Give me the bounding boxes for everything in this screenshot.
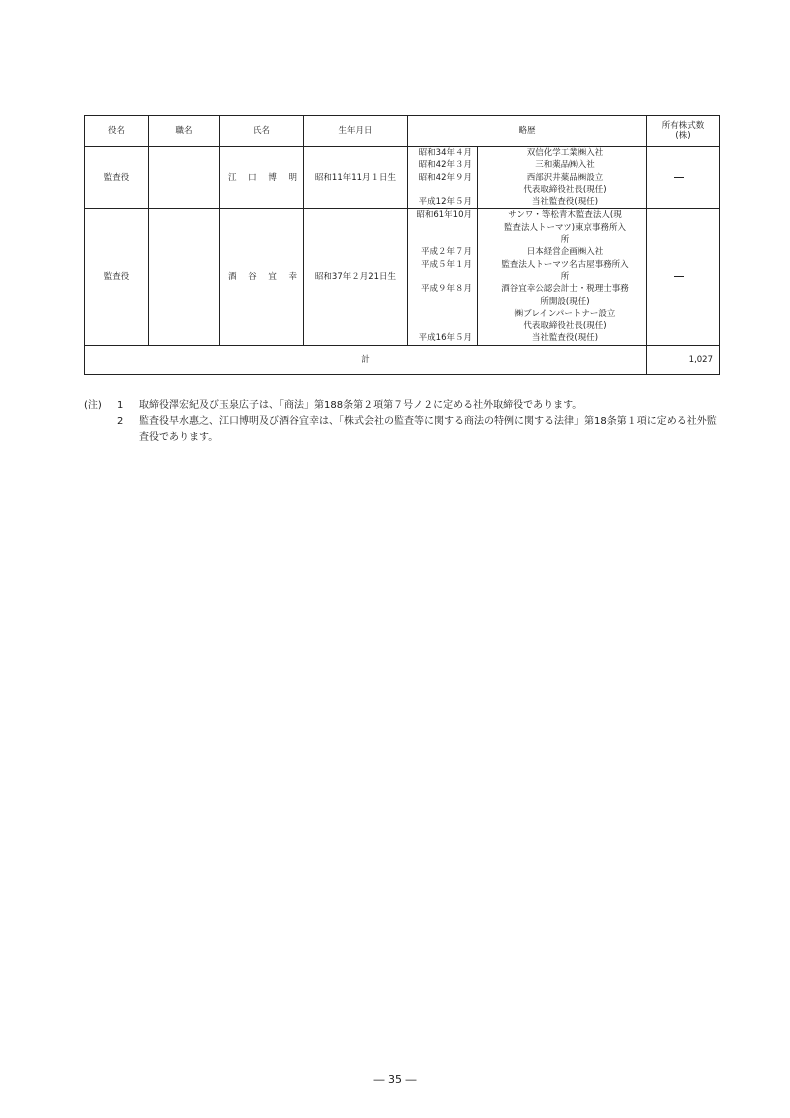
total-label: 計 — [85, 345, 647, 374]
officer-position — [149, 209, 220, 345]
career-entry — [408, 283, 646, 332]
career-date: 平成16年５月 — [408, 332, 478, 344]
total-row — [85, 345, 720, 374]
note-label: (注) — [84, 400, 102, 411]
career-date: 昭和42年９月 — [408, 172, 478, 197]
header-shares: 所有株式数 (株) — [647, 116, 720, 147]
name-char: 博 — [268, 172, 277, 183]
career-text: 三和薬品㈱入社 — [535, 160, 595, 171]
career-date: 平成12年５月 — [408, 196, 478, 208]
career-entry — [408, 172, 646, 197]
note-2 — [84, 414, 724, 446]
career-text: 監査法人トーマツ名古屋事務所入 所 — [501, 259, 629, 282]
career-entry — [408, 332, 646, 344]
officer-position — [149, 147, 220, 209]
career-date: 昭和42年３月 — [408, 159, 478, 171]
header-title: 役名 — [85, 116, 149, 147]
career-date: 平成９年８月 — [408, 283, 478, 332]
career-text: 双信化学工業㈱入社 — [526, 148, 604, 158]
page-number: ― 35 ― — [373, 1073, 417, 1086]
total-value: 1,027 — [647, 345, 720, 374]
header-birth: 生年月日 — [304, 116, 408, 147]
note-number: 2 — [117, 416, 124, 427]
notes — [84, 398, 724, 446]
header-name: 氏名 — [220, 116, 304, 147]
officer-name — [220, 147, 304, 209]
career-entry — [408, 159, 646, 171]
table-row — [85, 147, 720, 209]
officer-career — [408, 209, 647, 345]
shares-dash — [674, 177, 684, 178]
note-label — [84, 414, 117, 446]
career-date: 昭和61年10月 — [408, 209, 478, 246]
note-1 — [84, 398, 724, 414]
header-position: 職名 — [149, 116, 220, 147]
officer-title: 監査役 — [85, 209, 149, 345]
officer-shares — [647, 147, 720, 209]
career-entry — [408, 196, 646, 208]
officers-table — [84, 115, 720, 375]
career-date: 平成５年１月 — [408, 259, 478, 284]
career-text: 当社監査役(現任) — [531, 333, 599, 344]
note-text: 取締役澤宏紀及び玉泉広子は、「商法」第188条第２項第７号ノ２に定める社外取締役であります。 — [139, 400, 583, 411]
officer-birthdate: 昭和11年11月１日生 — [304, 147, 408, 209]
career-text: 日本経営企画㈱入社 — [526, 247, 604, 258]
officer-name — [220, 209, 304, 345]
career-entry — [408, 246, 646, 258]
name-char: 谷 — [248, 271, 257, 282]
career-text: 当社監査役(現任) — [531, 197, 599, 208]
name-char: 口 — [248, 172, 257, 183]
table-row — [85, 209, 720, 345]
shares-dash — [674, 276, 684, 277]
name-char: 江 — [228, 172, 237, 183]
table-header-row — [85, 116, 720, 147]
officer-birthdate: 昭和37年２月21日生 — [304, 209, 408, 345]
name-char: 酒 — [228, 271, 237, 282]
name-char: 幸 — [288, 271, 297, 282]
career-text: 西部沢井薬品㈱設立 代表取締役社長(現任) — [523, 172, 607, 195]
career-date: 昭和34年４月 — [408, 147, 478, 159]
note-text: 監査役早水惠之、江口博明及び酒谷宜幸は、「株式会社の監査等に関する商法の特例に関する法律」第18条第１項に定める社外監査役であります。 — [139, 416, 717, 443]
career-text: 酒谷宜幸公認会計士・税理士事務 所開設(現任) ㈱ブレインパートナー設立 代表取締役社長(現任) — [501, 284, 629, 332]
career-entry — [408, 147, 646, 159]
career-entry — [408, 209, 646, 246]
officer-career — [408, 147, 647, 209]
career-date: 平成２年７月 — [408, 246, 478, 258]
header-career: 略歴 — [408, 116, 647, 147]
career-entry — [408, 259, 646, 284]
officer-title: 監査役 — [85, 147, 149, 209]
note-number: 1 — [117, 400, 124, 411]
name-char: 明 — [288, 172, 297, 183]
name-char: 宜 — [268, 271, 277, 282]
officer-shares — [647, 209, 720, 345]
career-text: サンワ・等松青木監査法人(現 監査法人トーマツ)東京事務所入 所 — [503, 210, 627, 246]
